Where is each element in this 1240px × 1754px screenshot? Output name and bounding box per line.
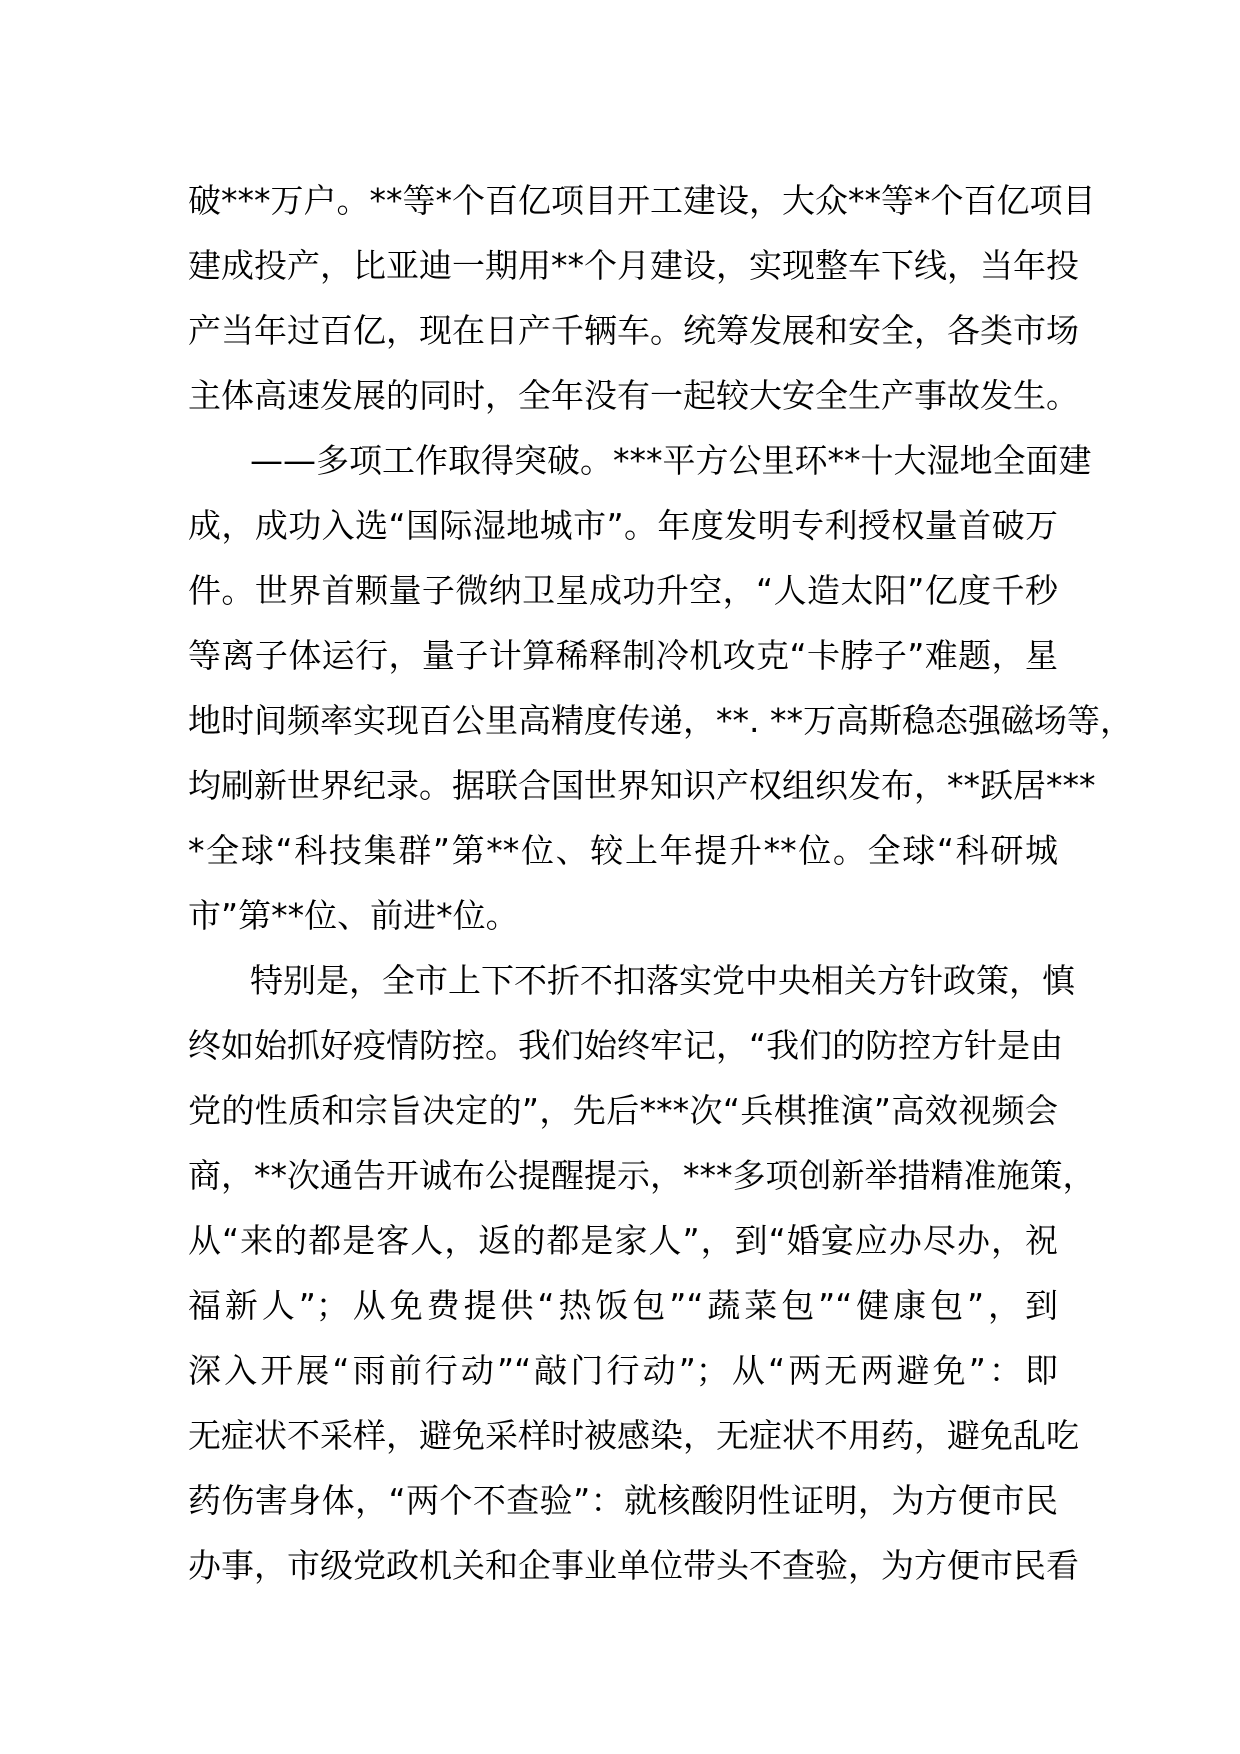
text-line: 市”第**位、前进*位。 <box>188 896 519 935</box>
text-line: 等离子体运行，量子计算稀释制冷机攻克“卡脖子”难题，星 <box>188 636 1058 675</box>
text-line: 破***万户。**等*个百亿项目开工建设，大众**等*个百亿项目 <box>188 181 1096 220</box>
body-text <box>188 168 1133 1598</box>
text-line: 成，成功入选“国际湿地城市”。年度发明专利授权量首破万 <box>188 506 1058 545</box>
text-line: 办事，市级党政机关和企事业单位带头不查验，为方便市民看 <box>188 1546 1079 1585</box>
text-line: 地时间频率实现百公里高精度传递，**. **万高斯稳态强磁场等， <box>188 701 1133 740</box>
text-line: 产当年过百亿，现在日产千辆车。统筹发展和安全，各类市场 <box>188 311 1079 350</box>
text-line: 药伤害身体，“两个不查验”：就核酸阴性证明，为方便市民 <box>188 1481 1058 1520</box>
text-line: 深入开展“雨前行动”“敲门行动”；从“两无两避免”：即 <box>188 1351 1058 1390</box>
text-line: 终如始抓好疫情防控。我们始终牢记，“我们的防控方针是由 <box>188 1026 1064 1065</box>
text-line: 福新人”；从免费提供“热饭包”“蔬菜包”“健康包”，到 <box>188 1286 1058 1325</box>
text-line: *全球“科技集群”第**位、较上年提升**位。全球“科研城 <box>188 831 1058 870</box>
text-line: ——多项工作取得突破。***平方公里环**十大湿地全面建 <box>250 441 1092 480</box>
text-line: 建成投产，比亚迪一期用**个月建设，实现整车下线，当年投 <box>188 246 1079 285</box>
text-line: 主体高速发展的同时，全年没有一起较大安全生产事故发生。 <box>188 376 1079 415</box>
text-line: 均刷新世界纪录。据联合国世界知识产权组织发布，**跃居*** <box>188 766 1096 805</box>
text-line: 商，**次通告开诚布公提醒提示，***多项创新举措精准施策， <box>188 1156 1096 1195</box>
text-line: 从“来的都是客人，返的都是家人”，到“婚宴应办尽办，祝 <box>188 1221 1058 1260</box>
text-line: 党的性质和宗旨决定的”，先后***次“兵棋推演”高效视频会 <box>188 1091 1058 1130</box>
text-line: 件。世界首颗量子微纳卫星成功升空，“人造太阳”亿度千秒 <box>188 571 1058 610</box>
text-line: 无症状不采样，避免采样时被感染，无症状不用药，避免乱吃 <box>188 1416 1079 1455</box>
text-line: 特别是，全市上下不折不扣落实党中央相关方针政策，慎 <box>250 961 1075 1000</box>
